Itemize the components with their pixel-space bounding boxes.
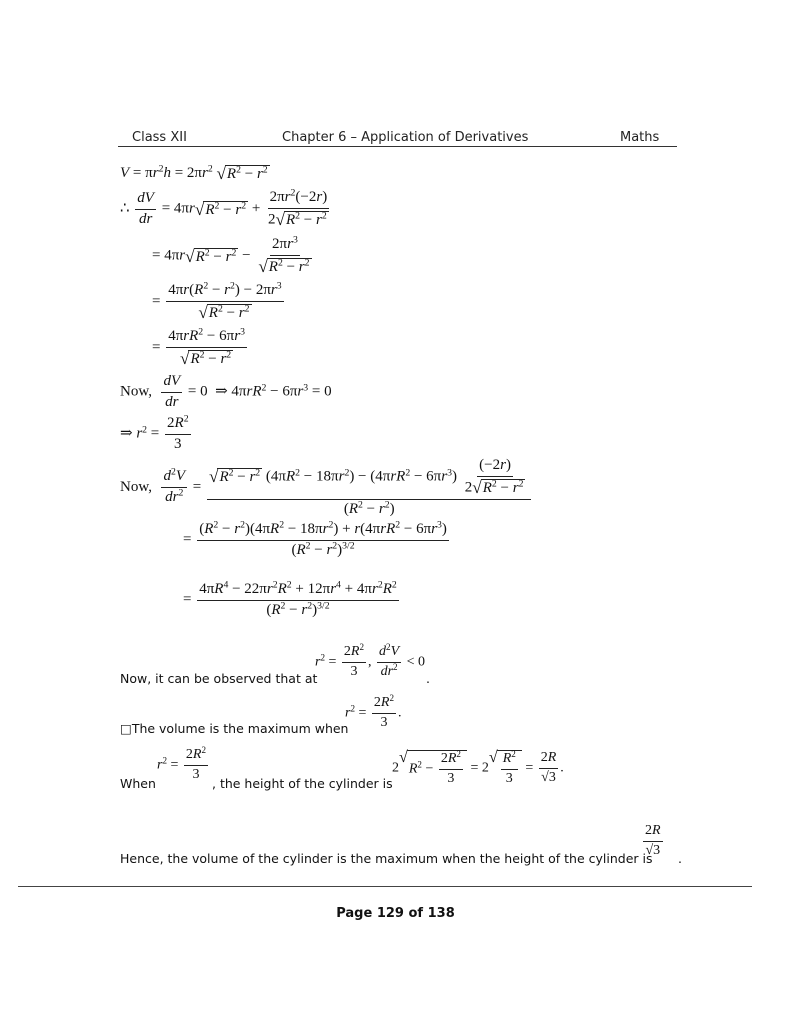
equation-derivative-1: ∴ $\frac{dV}{dr}$ = 4πr √ $R^2 - r^2$ + $2\pi r^2(-2r)$ 2 √ $R^2 - r^2$ [120, 187, 328, 229]
equation-volume: $V = \pi r^2h = 2\pi r^2$ √ $R^2 - r^2$ [120, 163, 268, 183]
equation-second-derivative-3: = $\frac{4\pi R^4 - 22\pi r^2R^2 + 12\pi r^4 + 4\pi r^2R^2}{(R^2 - r^2)^{3/2}}$ [183, 579, 397, 618]
header-class: Class XII [132, 130, 187, 145]
text-conclusion: Hence, the volume of the cylinder is the maximum when the height of the cylinder is [120, 851, 653, 866]
equation-derivative-4: = $4\pi rR^2 - 6\pi r^3$ √ $R^2 - r^2$ [152, 326, 245, 368]
bullet-box: □ [120, 721, 132, 736]
text-height-of-cylinder: , the height of the cylinder is [212, 776, 393, 791]
text-observed: Now, it can be observed that at [120, 671, 318, 686]
equation-second-derivative-1: Now, $\frac{d^2V}{dr^2}$ = √ $R^2 - r^2$ $(4\pi R^2 - 18\pi r^2) - (4\pi rR^2 - 6\pi r^3)$ (−2r) 2 √ $R^2 - r^2$ $(R^2 - r^2)$ [120, 458, 533, 517]
equation-derivative-3: = $4\pi r(R^2 - r^2) - 2\pi r^3$ √ $R^2 - r^2$ [152, 280, 282, 322]
math-observed-condition: $r^2$ = $\frac{2R^2}{3}$ , $\frac{d^2V}{dr^2}$ < 0 [315, 642, 426, 679]
math-conclusion-height: $\frac{2R}{√3}$ [645, 823, 661, 858]
footer-divider [18, 886, 752, 887]
header-divider [118, 146, 677, 147]
math-height-value: 2 √ $R^2$ − $\frac{2R^2}{3}$ = 2 √ $\frac{R^2}{3}$ = $\frac{2R}{√3}$ . [392, 749, 564, 786]
equation-r-squared: ⇒ $r^2$ = $\frac{2R^2}{3}$ [120, 413, 189, 452]
header-subject: Maths [620, 130, 660, 145]
text-conclusion-period: . [678, 851, 682, 866]
equation-second-derivative-2: = $\frac{(R^2 - r^2)(4\pi R^2 - 18\pi r^2) + r(4\pi rR^2 - 6\pi r^3)}{(R^2 - r^2)^{3/2}}$ [183, 519, 447, 558]
header-chapter: Chapter 6 – Application of Derivatives [282, 130, 529, 145]
page-number: Page 129 of 138 [336, 906, 455, 921]
math-when-condition: $r^2$ = $\frac{2R^2}{3}$ [157, 745, 207, 782]
equation-critical-point: Now, $\frac{dV}{dr}$ = 0 ⇒ $4\pi rR^2 - 6\pi r^3 = 0$ [120, 373, 332, 410]
text-volume-max: □The volume is the maximum when [120, 721, 349, 736]
text-when: When [120, 776, 156, 791]
math-volume-max-condition: $r^2$ = $\frac{2R^2}{3}$ . [345, 693, 402, 730]
equation-derivative-2: = 4πr √ $R^2 - r^2$ − $2\pi r^3$ √ $R^2 - r^2$ [152, 234, 310, 276]
text-observed-period: . [426, 671, 430, 686]
